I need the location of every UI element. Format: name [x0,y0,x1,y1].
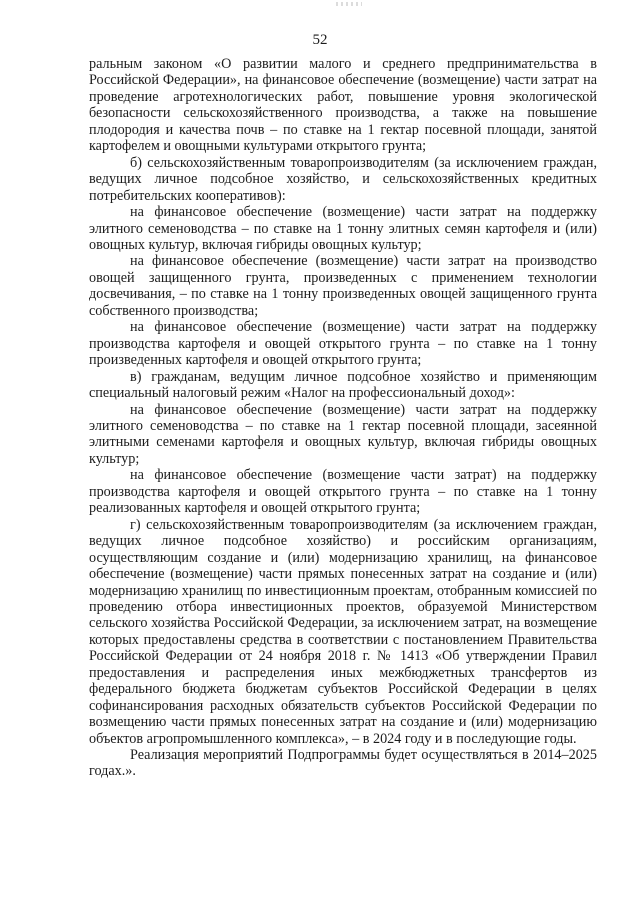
paragraph-item-v-open-ground: на финансовое обеспечение (возмещение части затрат) на поддержку производства картофеля и овощей открытого грунта – по ставке на 1 тонну реализованных картофеля и овощей открытого грунта; [89,467,597,517]
scan-artifact [336,2,362,6]
paragraph-item-b: б) сельскохозяйственным товаропроизводителям (за исключением граждан, ведущих личное подсобное хозяйство, и сельскохозяйственных кредитных потребительских кооперативов): [89,154,597,204]
paragraph-item-v-elite-seeds: на финансовое обеспечение (возмещение) части затрат на поддержку элитного семеноводства – по ставке на 1 гектар посевной площади, засеянной элитными семенами картофеля и овощных культур, включая гибриды овощных культур; [89,401,597,467]
paragraph-item-b-open-ground: на финансовое обеспечение (возмещение) части затрат на поддержку производства картофеля и овощей открытого грунта – по ставке на 1 тонну произведенных картофеля и овощей открытого грунта; [89,319,597,369]
paragraph-continued: ральным законом «О развитии малого и среднего предпринимательства в Российской Федерации», на финансовое обеспечение (возмещение) части затрат на проведение агротехнологических работ, повышение уровня экологической безопасности сельскохозяйственного производства, а также на повышение плодородия и качества почв – по ставке на 1 гектар посевной площади, занятой картофелем и овощными культурами открытого грунта; [89,56,597,155]
paragraph-item-g: г) сельскохозяйственным товаропроизводителям (за исключением граждан, ведущих личное подсобное хозяйство) и российским организациям, осуществляющим создание и (или) модернизацию хранилищ, на финансовое обеспечение (возмещение) части прямых понесенных затрат на создание и (или) модернизацию хранилищ по инвестиционным проектам, отобранным комиссией по проведению отбора инвестиционных проектов, образуемой Министерством сельского хозяйства Российской Федерации, за исключением затрат, на возмещение которых предоставлены средства в соответствии с постановлением Правительства Российской Федерации от 24 ноября 2018 г. № 1413 «Об утверждении Правил предоставления и распределения иных межбюджетных трансфертов из федерального бюджета бюджетам субъектов Российской Федерации в целях софинансирования расходных обязательств субъектов Российской Федерации по возмещению части прямых понесенных затрат на создание и (или) модернизацию объектов агропромышленного комплекса», – в 2024 году и в последующие годы. [89,516,597,747]
page-number: 52 [312,32,328,48]
paragraph-final: Реализация мероприятий Подпрограммы будет осуществляться в 2014–2025 годах.». [89,747,597,780]
paragraph-item-b-greenhouse: на финансовое обеспечение (возмещение) части затрат на производство овощей защищенного грунта, произведенных с применением технологии досвечивания, – по ставке на 1 тонну произведенных овощей защищенного грунта собственного производства; [89,253,597,319]
document-body [89,56,597,780]
paragraph-item-b-elite-seeds: на финансовое обеспечение (возмещение) части затрат на поддержку элитного семеноводства – по ставке на 1 тонну элитных семян картофеля и (или) овощных культур, включая гибриды овощных культур; [89,204,597,253]
paragraph-item-v: в) гражданам, ведущим личное подсобное хозяйство и применяющим специальный налоговый режим «Налог на профессиональный доход»: [89,368,597,402]
